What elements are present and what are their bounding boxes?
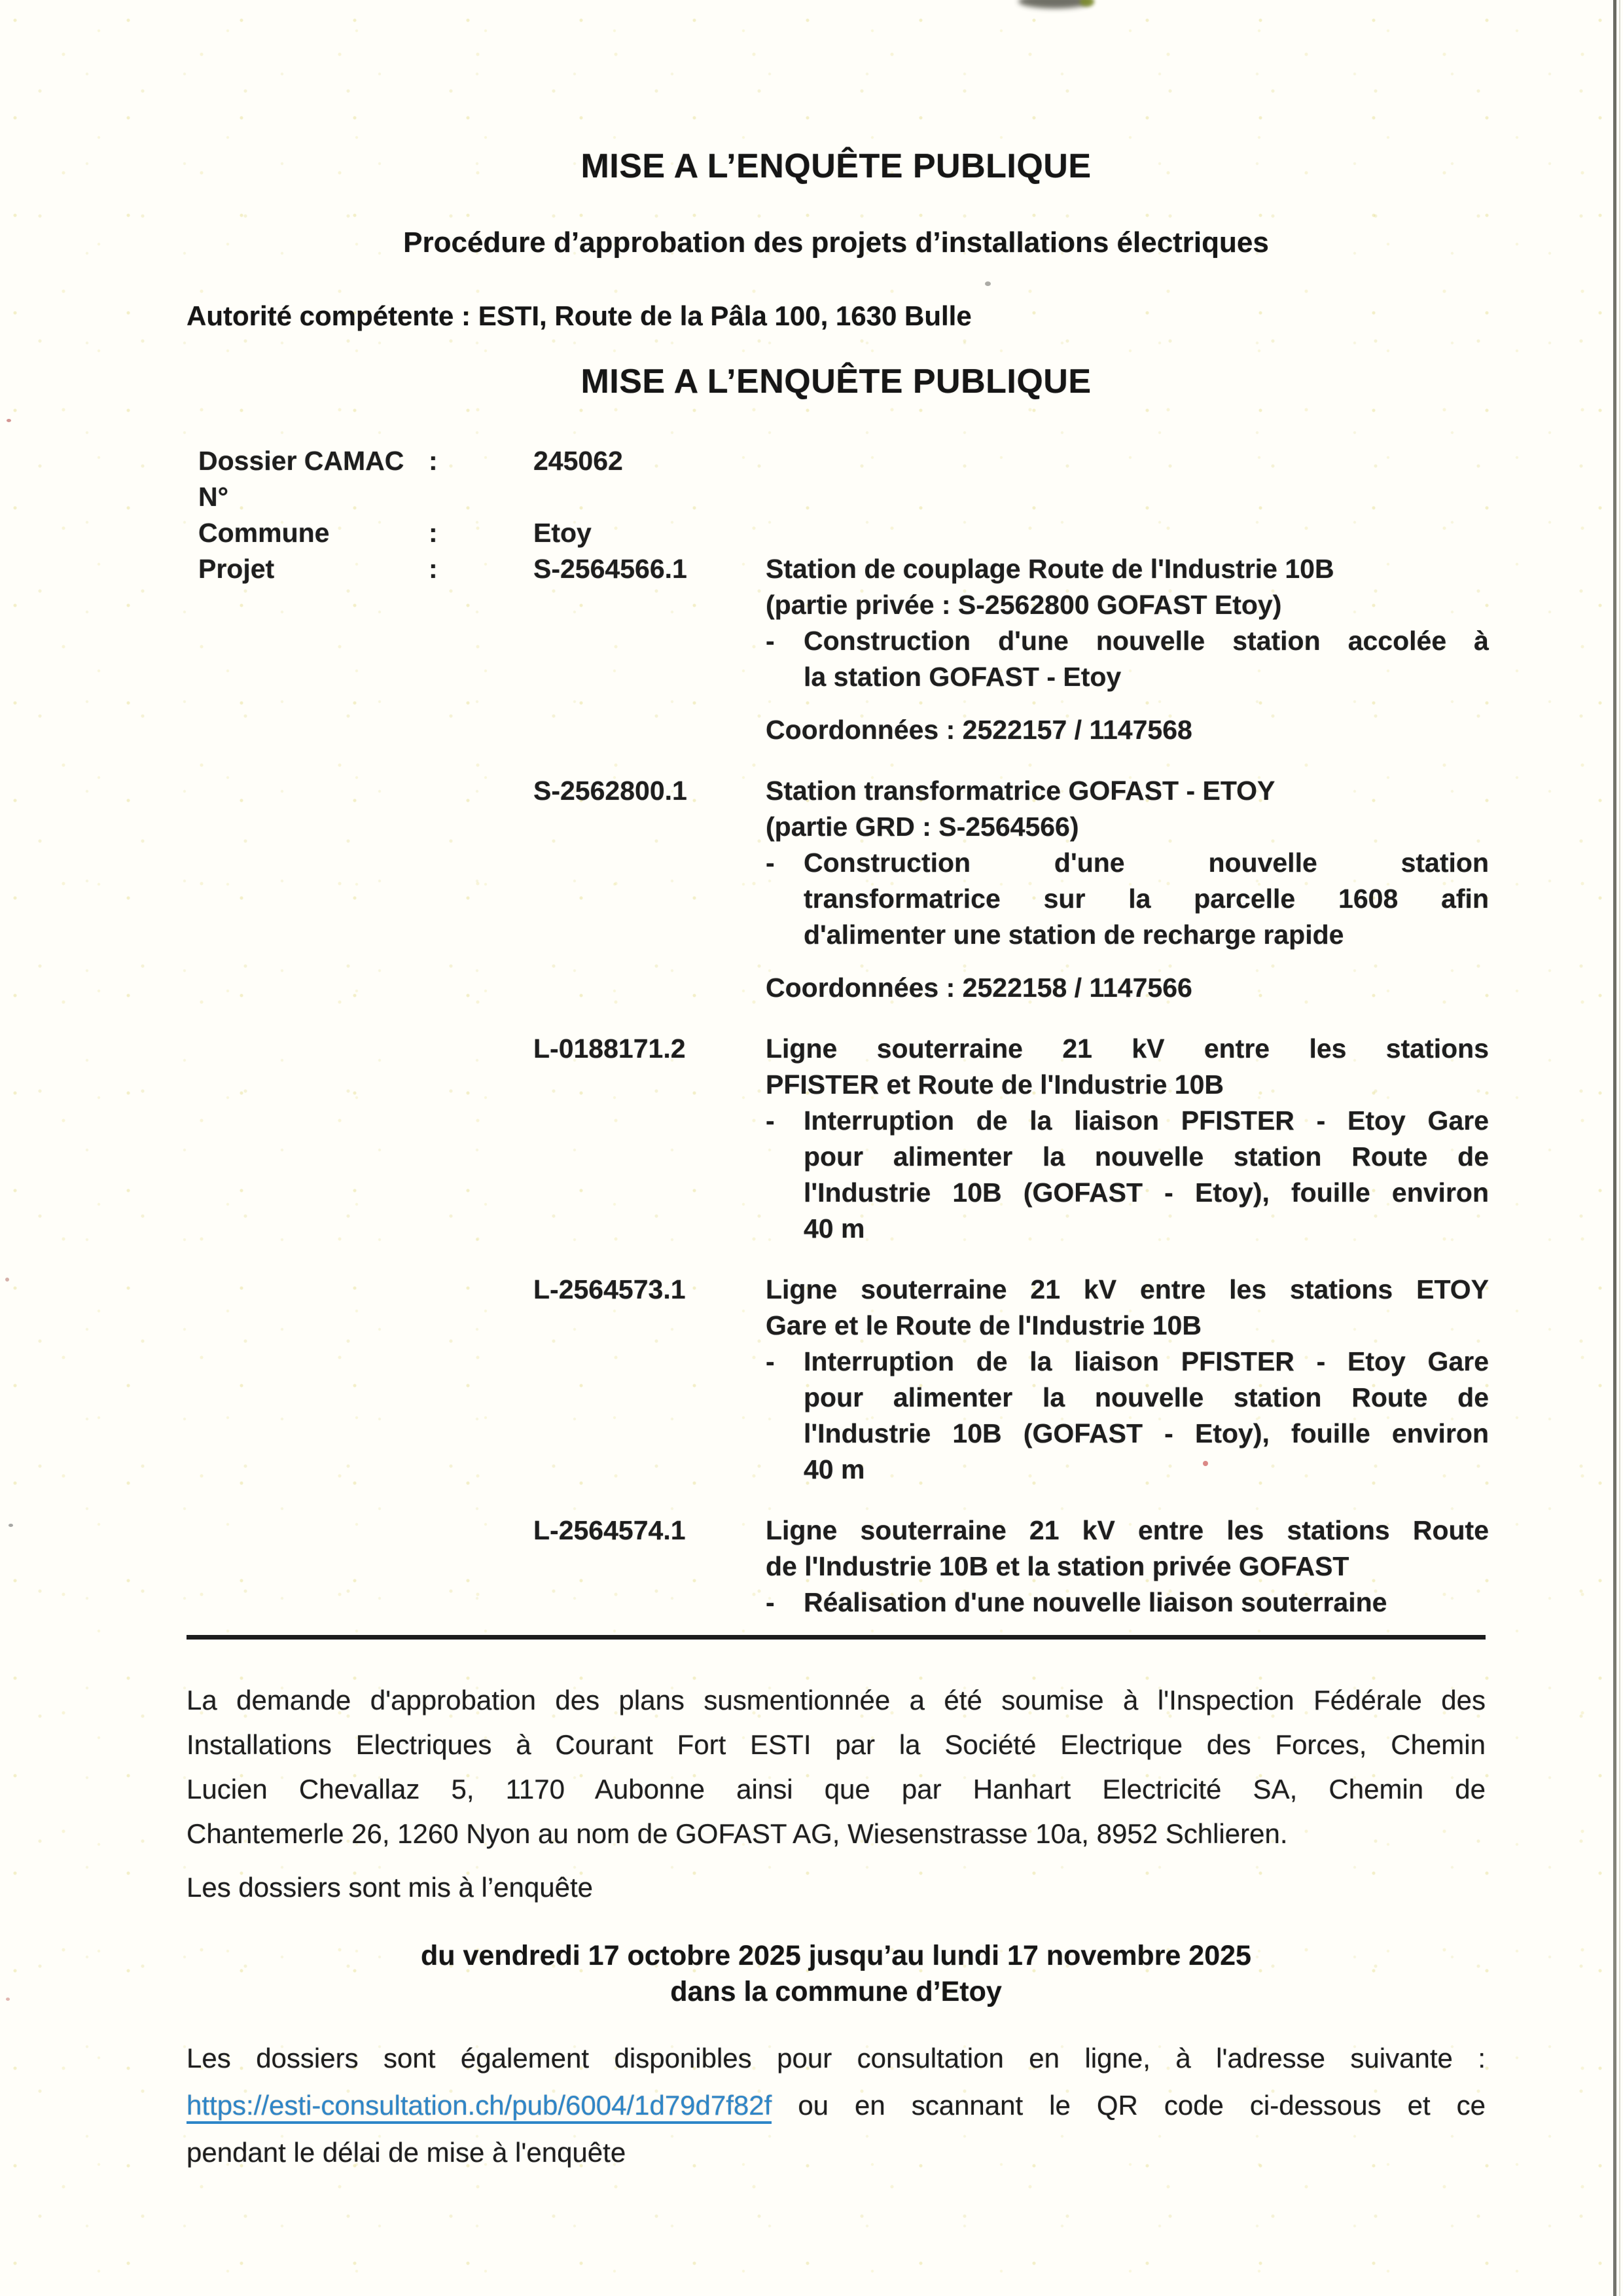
project-title-line: de l'Industrie 10B et la station privée GOFAST: [766, 1551, 1349, 1581]
project-bullet: [766, 1585, 1489, 1621]
project-bullet-line: Interruption de la liaison PFISTER - Etoy Gare: [804, 1346, 1489, 1376]
project-bullet-line: Interruption de la liaison PFISTER - Etoy Gare: [804, 1105, 1489, 1136]
paragraph-line: La demande d'approbation des plans susmentionnée a été soumise à l'Inspection Fédérale des: [187, 1685, 1486, 1715]
scan-speck: [9, 1524, 13, 1527]
approval-paragraph: [187, 1678, 1486, 1856]
scan-speck: [7, 419, 11, 422]
project-bullet: [766, 623, 1489, 695]
project-code: L-2564573.1: [533, 1274, 686, 1304]
commune-value: Etoy: [533, 518, 592, 548]
project-description: [766, 551, 1489, 748]
bullet-dash: -: [766, 1105, 775, 1136]
project-bullet: [766, 1344, 1489, 1488]
project-description: [766, 773, 1489, 1006]
online-consultation-paragraph: [187, 2035, 1486, 2176]
document-subtitle: Procédure d’approbation des projets d’installations électriques: [403, 226, 1269, 259]
scan-speck: [6, 1998, 10, 2001]
project-title-line: Ligne souterraine 21 kV entre les stations Route: [766, 1515, 1489, 1545]
section-title: MISE A L’ENQUÊTE PUBLIQUE: [580, 363, 1092, 401]
project-bullet-line: pour alimenter la nouvelle station Route de: [804, 1141, 1489, 1172]
project-description: [766, 1031, 1489, 1247]
project-coordinates: Coordonnées : 2522157 / 1147568: [766, 715, 1192, 745]
authority-line: Autorité compétente : ESTI, Route de la Pâla 100, 1630 Bulle: [187, 300, 972, 331]
horizontal-divider: [187, 1635, 1486, 1640]
project-code: L-0188171.2: [533, 1033, 686, 1064]
project-title-line: Station transformatrice GOFAST - ETOY: [766, 776, 1275, 806]
project-code: S-2562800.1: [533, 776, 687, 806]
scan-speck: [5, 1278, 9, 1282]
project-item: [187, 1513, 1489, 1621]
scan-speck: [1203, 1461, 1208, 1466]
project-bullet-line: 40 m: [804, 1213, 865, 1244]
dossier-number-label: Dossier CAMAC N°: [198, 446, 404, 512]
paragraph-line: Installations Electriques à Courant Fort ESTI par la Société Electrique des Forces, Chemin: [187, 1729, 1486, 1760]
colon-separator: :: [429, 446, 438, 476]
project-bullet-line: 40 m: [804, 1454, 865, 1484]
project-title-line: Ligne souterraine 21 kV entre les stations: [766, 1033, 1489, 1064]
project-description: [766, 1513, 1489, 1621]
project-bullet-line: l'Industrie 10B (GOFAST - Etoy), fouille environ: [804, 1177, 1489, 1208]
project-description: [766, 1272, 1489, 1488]
enquete-line: Les dossiers sont mis à l’enquête: [187, 1872, 593, 1903]
project-coordinates: Coordonnées : 2522158 / 1147566: [766, 973, 1192, 1003]
colon-separator: :: [429, 518, 438, 548]
date-range-line: du vendredi 17 octobre 2025 jusqu’au lundi 17 novembre 2025: [421, 1940, 1251, 1971]
project-title-line: PFISTER et Route de l'Industrie 10B: [766, 1069, 1224, 1100]
main-title: MISE A L’ENQUÊTE PUBLIQUE: [580, 147, 1092, 185]
link-line-rest: ou en scannant le QR code ci-dessous et ce: [798, 2090, 1486, 2121]
project-bullet-line: la station GOFAST - Etoy: [804, 662, 1122, 692]
project-code: S-2564566.1: [533, 554, 687, 584]
paragraph-line: [187, 2082, 1486, 2129]
project-title-line: (partie privée : S-2562800 GOFAST Etoy): [766, 590, 1282, 620]
project-title-line: (partie GRD : S-2564566): [766, 812, 1079, 842]
project-code: L-2564574.1: [533, 1515, 686, 1545]
project-bullet-line: pour alimenter la nouvelle station Route de: [804, 1382, 1489, 1412]
projet-label: Projet: [198, 554, 275, 584]
project-bullet: [766, 845, 1489, 953]
dossier-block: [187, 443, 1489, 1621]
project-item: [187, 1272, 1489, 1488]
bullet-dash: -: [766, 848, 775, 878]
scan-speck: [985, 281, 991, 286]
project-bullet-line: l'Industrie 10B (GOFAST - Etoy), fouille environ: [804, 1418, 1489, 1448]
enquete-dates: [187, 1938, 1486, 2010]
bullet-dash: -: [766, 1587, 775, 1617]
project-item: [187, 1031, 1489, 1247]
bullet-dash: -: [766, 626, 775, 656]
project-bullet: [766, 1103, 1489, 1247]
projet-row: [187, 551, 1489, 748]
scan-edge-shadow: [1613, 0, 1616, 2296]
project-title-line: Station de couplage Route de l'Industrie 10B: [766, 554, 1334, 584]
commune-row: [187, 515, 1486, 551]
scan-edge-highlight: [1619, 0, 1620, 2296]
project-item: [187, 773, 1489, 1006]
paragraph-line: Lucien Chevallaz 5, 1170 Aubonne ainsi que par Hanhart Electricité SA, Chemin de: [187, 1774, 1486, 1804]
dossier-number-row: [187, 443, 1486, 515]
project-bullet-line: Construction d'une nouvelle station accolée à: [804, 626, 1489, 656]
paragraph-line: Chantemerle 26, 1260 Nyon au nom de GOFAST AG, Wiesenstrasse 10a, 8952 Schlieren.: [187, 1818, 1288, 1849]
commune-label: Commune: [198, 518, 330, 548]
project-item: [533, 551, 1489, 748]
project-title-line: Ligne souterraine 21 kV entre les stations ETOY: [766, 1274, 1489, 1304]
project-title-line: Gare et le Route de l'Industrie 10B: [766, 1310, 1202, 1340]
project-bullet-line: transformatrice sur la parcelle 1608 afin: [804, 884, 1489, 914]
consultation-link[interactable]: https://esti-consultation.ch/pub/6004/1d79d7f82f: [187, 2090, 772, 2124]
project-bullet-line: Réalisation d'une nouvelle liaison souterraine: [804, 1587, 1387, 1617]
bullet-dash: -: [766, 1346, 775, 1376]
paragraph-line: pendant le délai de mise à l'enquête: [187, 2137, 626, 2168]
project-bullet-line: d'alimenter une station de recharge rapide: [804, 920, 1344, 950]
commune-date-line: dans la commune d’Etoy: [670, 1976, 1002, 2007]
paragraph-line: Les dossiers sont également disponibles pour consultation en ligne, à l'adresse suivante :: [187, 2043, 1486, 2073]
dossier-number-value: 245062: [533, 446, 623, 476]
colon-separator: :: [429, 554, 438, 584]
project-bullet-line: Construction d'une nouvelle station: [804, 848, 1489, 878]
